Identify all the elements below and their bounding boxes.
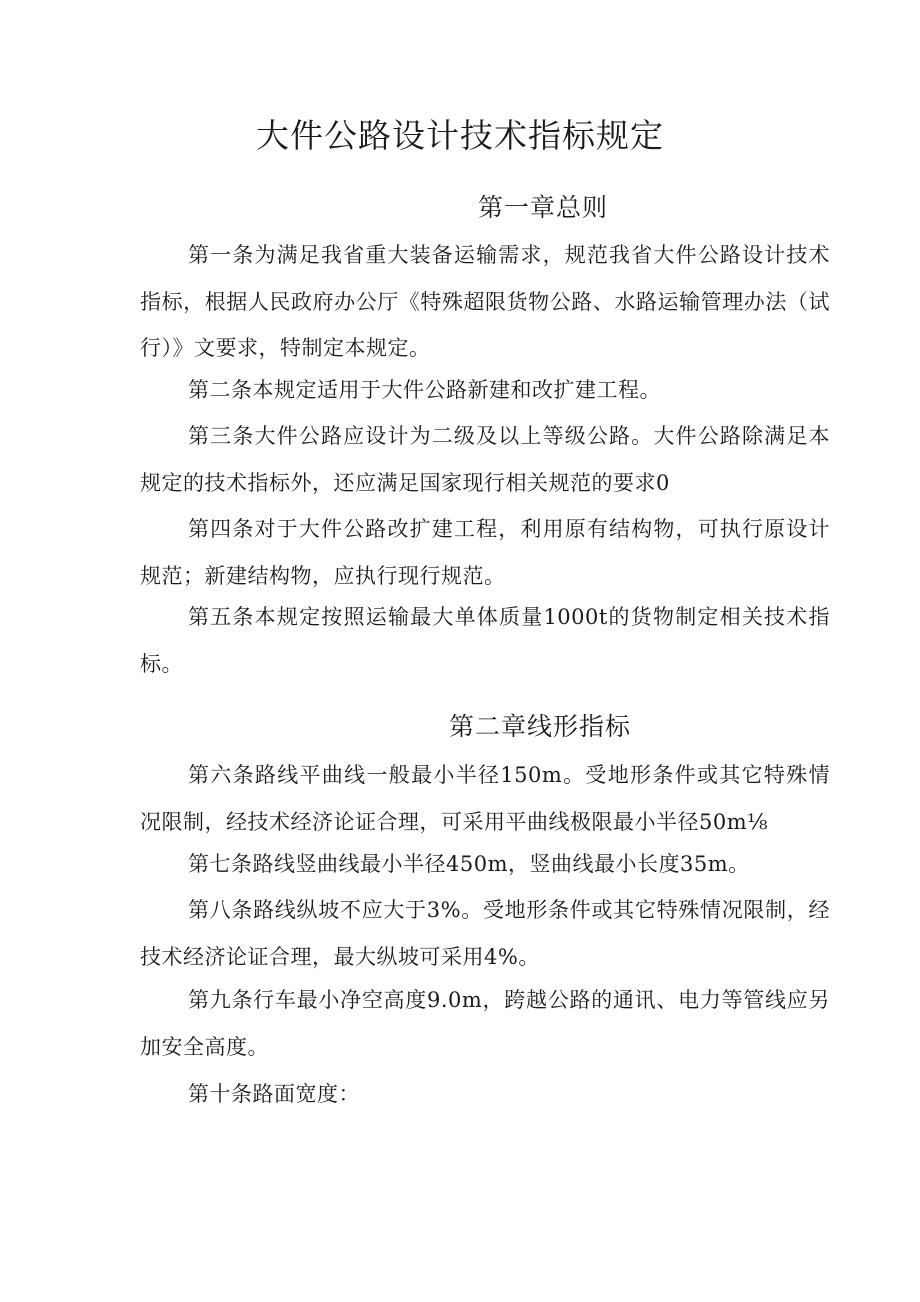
article-9: 第九条行车最小净空高度9.0m，跨越公路的通讯、电力等管线应另加安全高度。 (140, 988, 830, 1059)
article-7: 第七条路线竖曲线最小半径450m，竖曲线最小长度35m。 (188, 852, 750, 876)
article-3: 第三条大件公路应设计为二级及以上等级公路。大件公路除满足本规定的技术指标外，还应满足国家现行相关规范的要求0 (140, 424, 830, 495)
article-6: 第六条路线平曲线一般最小半径150m。受地形条件或其它特殊情况限制，经技术经济论证合理，可采用平曲线极限最小半径50m⅛ (140, 763, 830, 834)
article-1: 第一条为满足我省重大装备运输需求，规范我省大件公路设计技术指标，根据人民政府办公厅《特殊超限货物公路、水路运输管理办法（试行）》文要求，特制定本规定。 (140, 243, 830, 360)
article-8: 第八条路线纵坡不应大于3%。受地形条件或其它特殊情况限制，经技术经济论证合理，最大纵坡可采用4%。 (140, 898, 830, 969)
chapter-heading-2: 第二章线形指标 (449, 712, 632, 741)
article-4: 第四条对于大件公路改扩建工程，利用原有结构物，可执行原设计规范；新建结构物，应执行现行规范。 (140, 517, 830, 588)
document-title: 大件公路设计技术指标规定 (256, 116, 664, 155)
article-5: 第五条本规定按照运输最大单体质量1000t的货物制定相关技术指标。 (140, 605, 830, 676)
article-10: 第十条路面宽度： (188, 1082, 360, 1106)
chapter-heading-1: 第一章总则 (478, 193, 609, 222)
article-2: 第二条本规定适用于大件公路新建和改扩建工程。 (188, 378, 661, 402)
